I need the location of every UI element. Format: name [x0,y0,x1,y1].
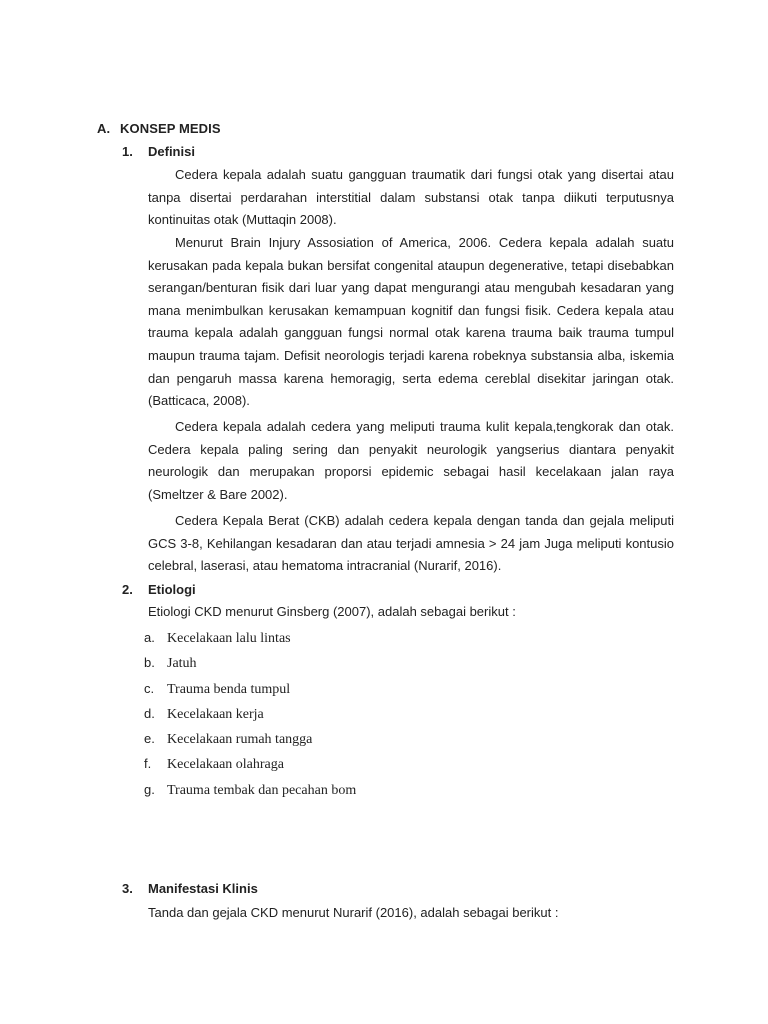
list-item [144,627,356,652]
section-letter: A. [97,121,111,136]
etiologi-number: 2. [122,582,133,597]
list-marker: e. [144,731,155,747]
list-marker: c. [144,680,155,696]
etiologi-title: Etiologi [148,582,196,597]
definisi-heading [122,144,195,159]
list-marker: d. [144,705,155,721]
list-marker: f. [144,756,152,772]
etiologi-intro-text: Etiologi CKD menurut Ginsberg (2007), adalah sebagai berikut : [148,604,516,619]
section-title: KONSEP MEDIS [120,121,221,136]
list-item-text: Trauma tembak dan pecahan bom [167,782,357,798]
definisi-title: Definisi [148,144,195,159]
etiologi-intro [148,604,516,621]
list-item-text: Jatuh [167,656,197,672]
definisi-paragraph-3: Cedera kepala adalah cedera yang meliputi trauma kulit kepala,tengkorak dan otak. Cedera kepala paling sering dan penyakit neurologik yangserius diantara penyakit neurologik dan merupakan proporsi epidemic sebagai hasil kecelakaan jalan raya (Smeltzer & Bare 2002). [148,419,674,502]
list-marker: a. [144,630,155,645]
list-item [144,779,356,804]
manifestasi-intro: Tanda dan gejala CKD menurut Nurarif (2016), adalah sebagai berikut : [148,905,559,920]
list-item-text: Trauma benda tumpul [167,681,291,697]
etiologi-list [144,627,356,804]
manifestasi-title: Manifestasi Klinis [148,881,258,896]
etiologi-heading [122,582,196,597]
section-heading [97,121,221,136]
list-item [144,728,356,753]
definisi-paragraph-1: Cedera kepala adalah suatu gangguan traumatik dari fungsi otak yang disertai atau tanpa disertai perdarahan interstitial dalam substansi otak tanpa diikuti terputusnya kontinuitas otak (Muttaqin 2008). [148,167,674,228]
list-item-text: Kecelakaan kerja [167,706,264,722]
list-item-text: Kecelakaan lalu lintas [167,631,291,646]
list-marker: b. [144,655,155,671]
list-item [144,753,356,778]
list-item [144,703,356,728]
manifestasi-number: 3. [122,881,133,896]
list-marker: g. [144,781,155,797]
list-item [144,678,356,703]
list-item-text: Kecelakaan olahraga [167,757,284,773]
definisi-paragraph-4: Cedera Kepala Berat (CKB) adalah cedera kepala dengan tanda dan gejala meliputi GCS 3-8, Kehilangan kesadaran dan atau terjadi amnesia > 24 jam Juga meliputi kontusio celebral, laserasi, atau hematoma intracranial (Nurarif, 2016). [148,513,674,574]
list-item [144,652,356,677]
definisi-paragraph-2: Menurut Brain Injury Assosiation of America, 2006. Cedera kepala adalah suatu kerusakan pada kepala bukan bersifat congenital ataupun degenerative, tetapi disebabkan serangan/benturan fisik dari luar yang dapat mengurangi atau mengubah kesadaran yang mana menimbulkan kerusakan kemampuan kognitif dan fungsi fisik. Cedera kepala atau trauma kepala adalah gangguan fungsi normal otak karena trauma baik trauma tumpul maupun trauma tajam. Defisit neorologis terjadi karena robeknya substansia alba, iskemia dan pengaruh massa karena hemoragig, serta edema cereblal disekitar jaringan otak. (Batticaca, 2008). [148,235,674,409]
definisi-number: 1. [122,144,133,159]
list-item-text: Kecelakaan rumah tangga [167,732,313,748]
manifestasi-heading [122,881,258,896]
